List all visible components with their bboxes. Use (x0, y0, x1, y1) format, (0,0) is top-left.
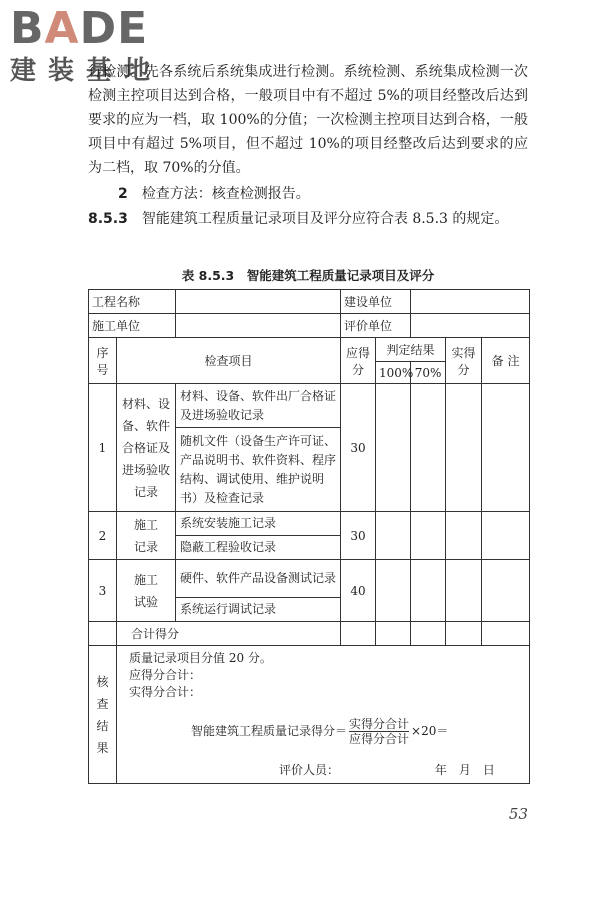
row-1-item-1: 材料、设备、软件出厂合格证及进场验收记录 (176, 384, 341, 428)
check-result-label: 核查结果 (89, 646, 117, 784)
row-1-score: 30 (341, 384, 376, 512)
total-100 (376, 622, 411, 646)
formula-prefix: 智能建筑工程质量记录得分＝ (191, 724, 348, 738)
signer-label: 评价人员： (279, 763, 340, 777)
logo-subtitle: 建装基地 (10, 56, 163, 86)
value-builder (411, 290, 530, 314)
row-1-note (482, 384, 530, 512)
row-3-score: 40 (341, 560, 376, 622)
row-2-actual (446, 512, 482, 560)
row-1-item-2: 随机文件（设备生产许可证、产品说明书、软件资料、程序结构、调试使用、维护说明书）及检查记录 (176, 428, 341, 512)
formula-suffix: ×20＝ (411, 724, 449, 738)
formula-numerator: 实得分合计 (349, 717, 410, 731)
value-construction-unit (176, 314, 341, 338)
paragraph-check-method: 2 检查方法：核查检测报告。 (118, 186, 310, 202)
logo-bade: BADE (10, 3, 149, 54)
header-note: 备 注 (482, 338, 530, 384)
formula-fraction (349, 717, 409, 746)
row-3-item-1: 硬件、软件产品设备测试记录 (176, 560, 341, 598)
header-due-score: 应得分 (341, 338, 376, 384)
row-3-70 (411, 560, 446, 622)
row-2-100 (376, 512, 411, 560)
total-label: 合计得分 (117, 622, 341, 646)
total-blank (89, 622, 117, 646)
signature-line (279, 762, 517, 779)
header-no: 序号 (89, 338, 117, 384)
date-label: 年 月 日 (434, 763, 495, 777)
row-2-70 (411, 512, 446, 560)
row-2-score: 30 (341, 512, 376, 560)
row-3-item-2: 系统运行调试记录 (176, 598, 341, 622)
row-3-100 (376, 560, 411, 622)
header-result: 判定结果 (376, 338, 446, 362)
total-70 (411, 622, 446, 646)
check-line-1: 质量记录项目分值 20 分。 (129, 651, 272, 665)
total-actual (446, 622, 482, 646)
check-result-body (117, 646, 530, 784)
value-evaluator-unit (411, 314, 530, 338)
total-note (482, 622, 530, 646)
row-2-category: 施工记录 (117, 512, 176, 560)
row-3-category: 施工试验 (117, 560, 176, 622)
row-2-no: 2 (89, 512, 117, 560)
value-project-name (176, 290, 341, 314)
row-1-actual (446, 384, 482, 512)
row-3-no: 3 (89, 560, 117, 622)
page-number: 53 (508, 805, 528, 823)
check-line-2: 应得分合计： (129, 668, 202, 682)
quality-record-table (88, 289, 530, 784)
check-line-3: 实得分合计： (129, 685, 202, 699)
row-3-actual (446, 560, 482, 622)
header-actual-score: 实得分 (446, 338, 482, 384)
label-project-name: 工程名称 (89, 290, 176, 314)
label-builder: 建设单位 (341, 290, 411, 314)
table-caption: 表 8.5.3 智能建筑工程质量记录项目及评分 (181, 268, 435, 283)
row-1-category: 材料、设备、软件合格证及进场验收记录 (117, 384, 176, 512)
header-100: 100% (376, 362, 411, 384)
header-70: 70% (411, 362, 446, 384)
label-construction-unit: 施工单位 (89, 314, 176, 338)
header-item: 检查项目 (117, 338, 341, 384)
row-2-item-2: 隐蔽工程验收记录 (176, 536, 341, 560)
row-2-item-1: 系统安装施工记录 (176, 512, 341, 536)
paragraph-detection-rules: 行检测。先各系统后系统集成进行检测。系统检测、系统集成检测一次检测主控项目达到合格，一般项目中有不超过 5%的项目经整改后达到要求的应为一档，取 100%的分值；一次检测主控项目达到合格，一般项目中有超过 5%项目，但不超过 10%的项目经整改后达到要求的应为二档，取 70%的分值。 (88, 64, 528, 176)
score-formula (191, 717, 517, 746)
row-2-note (482, 512, 530, 560)
row-1-100 (376, 384, 411, 512)
row-3-note (482, 560, 530, 622)
row-1-no: 1 (89, 384, 117, 512)
label-evaluator-unit: 评价单位 (341, 314, 411, 338)
total-due (341, 622, 376, 646)
formula-denominator: 应得分合计 (349, 732, 410, 746)
paragraph-8-5-3: 8.5.3 智能建筑工程质量记录项目及评分应符合表 8.5.3 的规定。 (88, 211, 509, 227)
row-1-70 (411, 384, 446, 512)
